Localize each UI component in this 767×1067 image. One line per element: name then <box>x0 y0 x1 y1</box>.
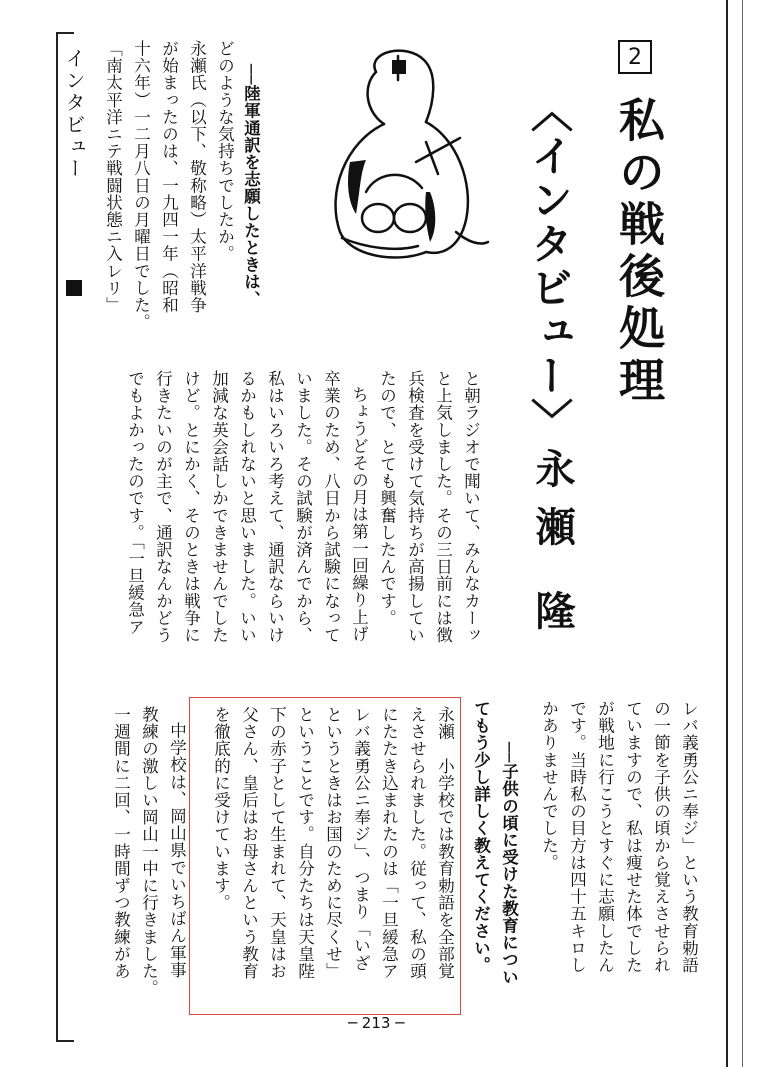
text-column: です。当時私の目方は四十五キロし <box>567 700 587 974</box>
text-column: を徹底的に受けています。 <box>211 706 231 912</box>
running-head-frame-top <box>56 32 74 34</box>
author-family-name: 隆 <box>529 590 576 630</box>
text-column: というときはお国のために尽くせ」 <box>323 706 343 980</box>
text-column: 十六年）一二月八日の月曜日でした。 <box>131 40 151 331</box>
text-column: たので、とても興奮したんです。 <box>377 370 397 627</box>
text-column: 卒業のため、八日から試験になって <box>321 370 341 644</box>
section-number-box: 2 <box>618 40 652 74</box>
text-column: 中学校は、岡山県でいちばん軍事 <box>167 722 187 979</box>
text-column: 行きたいのが主で、通訳なんかどう <box>153 370 173 644</box>
question-2-line: ──子供の頃に受けた教育につい <box>499 742 519 986</box>
text-column: にたたき込まれたのは「一旦緩急ア <box>379 706 399 980</box>
text-column: レバ義勇公ニ奉ジ」という教育勅語 <box>679 700 699 974</box>
page-edge-line <box>726 0 728 1067</box>
author-given-name: 永瀬 <box>529 448 576 564</box>
text-column: いました。その試験が済んでから、 <box>293 370 313 644</box>
text-column: えさせられました。従って、私の頭 <box>407 706 427 980</box>
text-column: 下の赤子として生まれて、天皇はお <box>267 706 287 980</box>
running-head-frame <box>56 32 58 1042</box>
text-column: 永瀬 小学校では教育勅語を全部覚 <box>435 706 455 980</box>
article-title: 私の戦後処理 <box>612 96 666 408</box>
text-column: 父さん、皇后はお母さんという教育 <box>239 706 259 980</box>
text-column: 兵検査を受けて気持ちが高揚してい <box>405 370 425 644</box>
running-head-mark <box>66 280 82 296</box>
text-column: レバ義勇公ニ奉ジ」、つまり「いざ <box>351 706 371 972</box>
question-2-line: てもう少し詳しく教えてください。 <box>471 700 491 974</box>
text-column: 私はいろいろ考えて、通訳ならいけ <box>265 370 285 644</box>
text-column: でもよかったのです。「一旦緩急ア <box>125 370 145 636</box>
text-column: の一節を子供の頃から覚えさせられ <box>651 700 671 974</box>
text-column: 一週間に二回、一時間ずつ教練があ <box>111 706 131 980</box>
text-column: 教練の激しい岡山一中に行きました。 <box>139 706 159 997</box>
text-column: ちょうどその月は第一回繰り上げ <box>349 386 369 643</box>
page-number: ─ 213 ─ <box>348 1014 405 1032</box>
text-column: 加減な英会話しかできませんでした <box>209 370 229 644</box>
text-column: ということです。自分たちは天皇陛 <box>295 706 315 980</box>
text-column: けど。とにかく、そのときは戦争に <box>181 370 201 644</box>
text-column: どのような気持ちでしたか。 <box>215 40 235 263</box>
text-column: と上気しました。その三日前には徴 <box>433 370 453 644</box>
article-subtitle: 〈インタビュー〉 <box>525 90 574 442</box>
text-column: と朝ラジオで聞いて、みんなカーッ <box>461 370 481 644</box>
text-column: かありませんでした。 <box>539 700 559 871</box>
page-edge-line-thin <box>742 0 743 1067</box>
question-1-line: ──陸軍通訳を志願したときは、 <box>241 64 261 308</box>
text-column: が戦地に行こうとすぐに志願したん <box>595 700 615 974</box>
text-column: るかもしれないと思いました。いい <box>237 370 257 644</box>
text-column: 「南太平洋ニテ戦闘状態ニ入レリ」 <box>103 40 123 314</box>
text-column: が始まったのは、一九四一年（昭和 <box>159 40 179 314</box>
text-column: ていますので、私は痩せた体でした <box>623 700 643 974</box>
running-head-frame-bottom <box>56 1040 74 1042</box>
praying-figure-illustration <box>306 42 496 272</box>
running-head: インタビュー <box>62 48 86 180</box>
text-column: 永瀬氏（以下、敬称略）太平洋戦争 <box>187 40 207 314</box>
